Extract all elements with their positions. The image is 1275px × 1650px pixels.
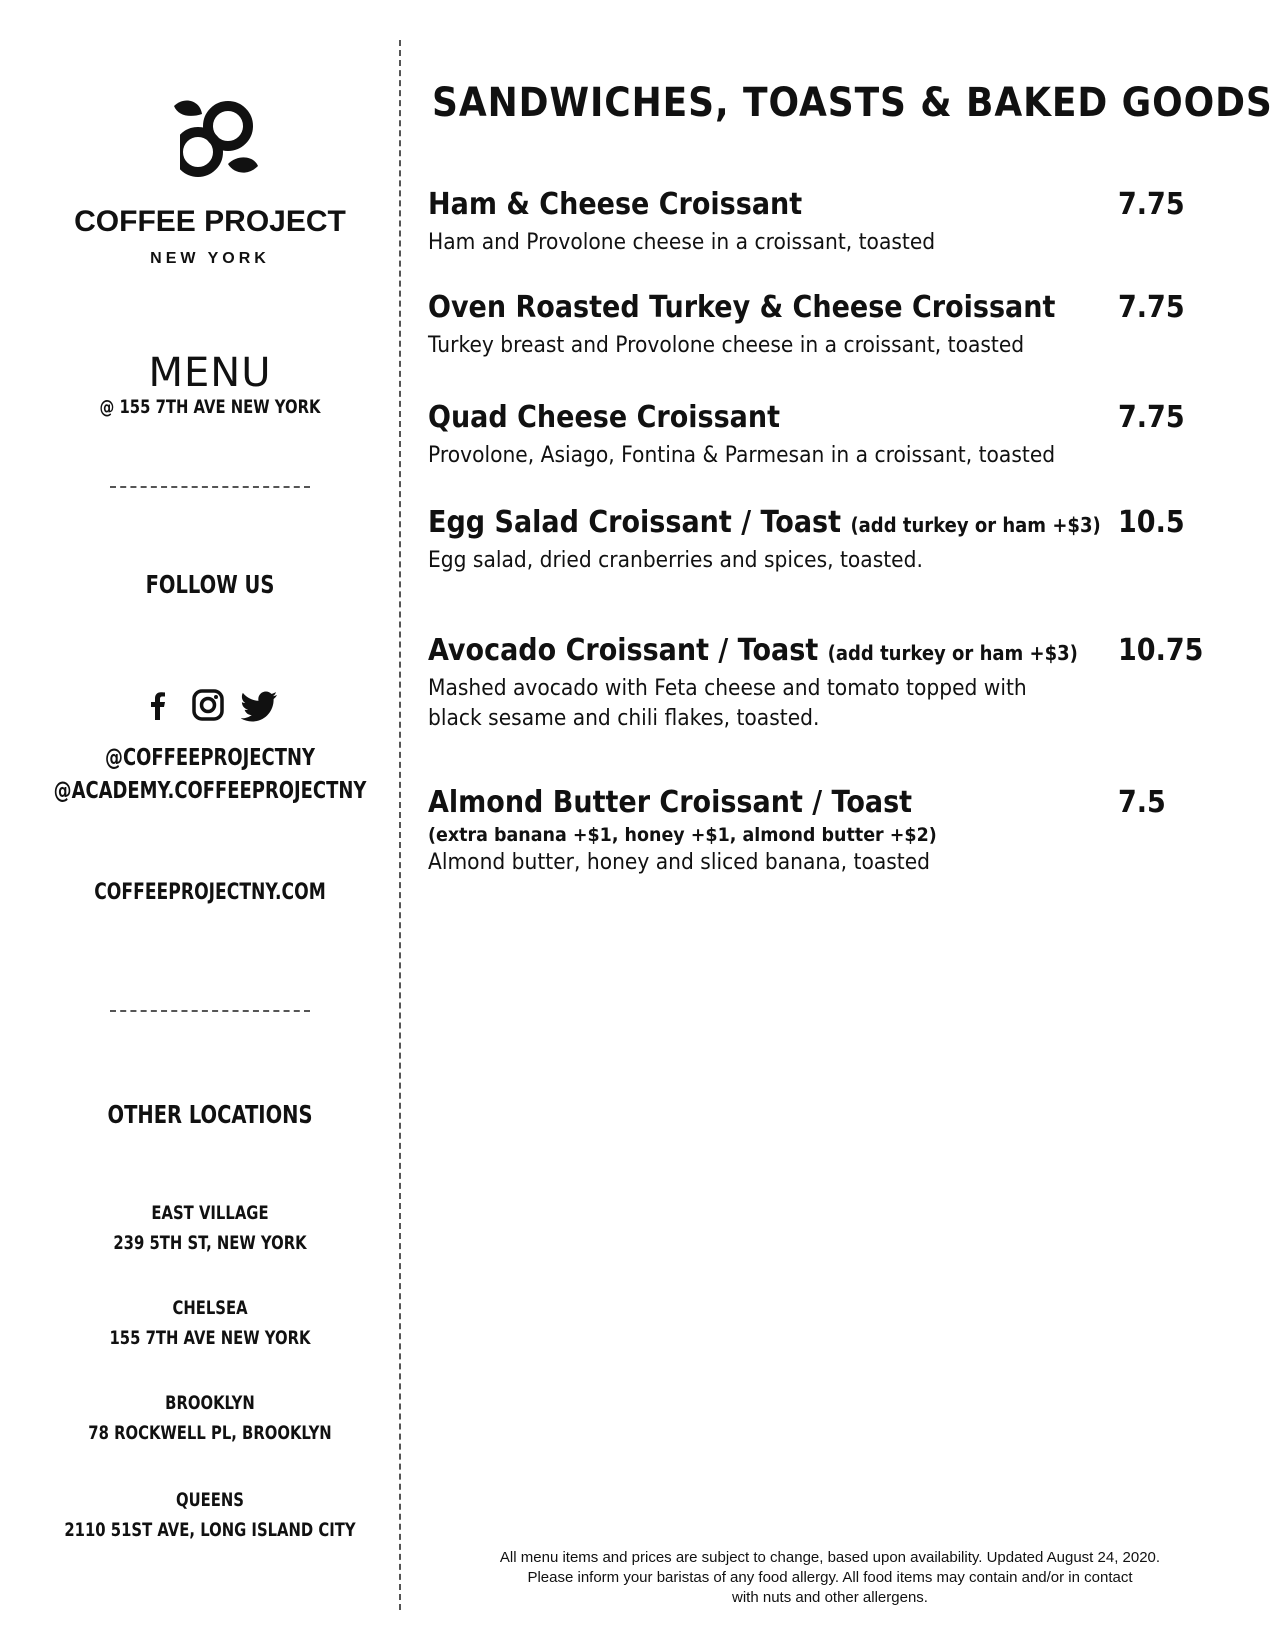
social-handle[interactable]: @ACADEMY.COFFEEPROJECTNY — [53, 778, 367, 804]
section-title: SANDWICHES, TOASTS & BAKED GOODS — [432, 80, 1273, 126]
menu-address: @ 155 7TH AVE NEW YORK — [99, 396, 321, 418]
instagram-icon[interactable] — [191, 688, 225, 722]
item-price: 10.5 — [1118, 505, 1185, 540]
location-name: EAST VILLAGE — [151, 1202, 269, 1224]
social-icons — [0, 688, 420, 722]
item-name: Oven Roasted Turkey & Cheese Croissant — [428, 290, 1056, 325]
menu-item — [428, 633, 1218, 734]
website-link[interactable]: COFFEEPROJECTNY.COM — [94, 880, 326, 905]
brand-name: COFFEE PROJECT — [74, 205, 346, 238]
sidebar — [0, 0, 400, 1650]
item-name: Ham & Cheese Croissant — [428, 187, 803, 222]
location-address: 78 ROCKWELL PL, BROOKLYN — [88, 1422, 332, 1444]
item-price: 7.5 — [1118, 785, 1166, 820]
location-name: QUEENS — [176, 1489, 244, 1511]
footer-line: All menu items and prices are subject to change, based upon availability. Updated August 24, 2020. — [499, 1549, 1161, 1566]
twitter-icon[interactable] — [241, 688, 279, 722]
menu-item — [428, 290, 1218, 361]
item-name: Quad Cheese Croissant — [428, 400, 780, 435]
brand-subtitle: NEW YORK — [150, 250, 270, 267]
item-price: 7.75 — [1118, 290, 1185, 325]
item-description: Mashed avocado with Feta cheese and tomato topped with black sesame and chili flakes, toasted. — [428, 676, 1027, 731]
location-address: 2110 51ST AVE, LONG ISLAND CITY — [64, 1519, 356, 1541]
item-addon: (add turkey or ham +$3) — [850, 513, 1101, 537]
location-address: 155 7TH AVE NEW YORK — [109, 1327, 311, 1349]
footer-line: with nuts and other allergens. — [732, 1589, 928, 1606]
coffee-project-logo — [168, 96, 260, 182]
follow-heading: FOLLOW US — [145, 570, 275, 599]
footer-line: Please inform your baristas of any food allergy. All food items may contain and/or in contact — [527, 1569, 1133, 1586]
footer-disclaimer — [440, 1548, 1220, 1608]
item-price: 10.75 — [1118, 633, 1204, 668]
item-description: Almond butter, honey and sliced banana, toasted — [428, 850, 931, 875]
facebook-icon[interactable] — [141, 688, 175, 722]
section-divider — [110, 1010, 310, 1012]
menu-item — [428, 400, 1218, 471]
social-handle[interactable]: @COFFEEPROJECTNY — [105, 745, 315, 771]
menu-item — [428, 187, 1218, 258]
item-description: Ham and Provolone cheese in a croissant, toasted — [428, 230, 936, 255]
section-divider — [110, 486, 310, 488]
item-price: 7.75 — [1118, 187, 1185, 222]
item-description: Provolone, Asiago, Fontina & Parmesan in a croissant, toasted — [428, 443, 1056, 468]
item-name: Egg Salad Croissant / Toast (add turkey or ham +$3) — [428, 505, 1101, 540]
item-description: Egg salad, dried cranberries and spices, toasted. — [428, 548, 923, 573]
item-name: Avocado Croissant / Toast (add turkey or ham +$3) — [428, 633, 1078, 668]
menu-title: MENU — [148, 350, 272, 396]
item-name: Almond Butter Croissant / Toast — [428, 785, 913, 820]
item-extras: (extra banana +$1, honey +$1, almond butter +$2) — [428, 824, 937, 846]
item-description: Turkey breast and Provolone cheese in a croissant, toasted — [428, 333, 1025, 358]
menu-item — [428, 505, 1218, 576]
location-address: 239 5TH ST, NEW YORK — [113, 1232, 307, 1254]
item-price: 7.75 — [1118, 400, 1185, 435]
item-addon: (add turkey or ham +$3) — [827, 641, 1078, 665]
vertical-divider — [399, 40, 401, 1610]
other-locations-heading: OTHER LOCATIONS — [107, 1100, 313, 1129]
location-name: BROOKLYN — [165, 1392, 255, 1414]
menu-item — [428, 785, 1218, 878]
location-name: CHELSEA — [172, 1297, 248, 1319]
